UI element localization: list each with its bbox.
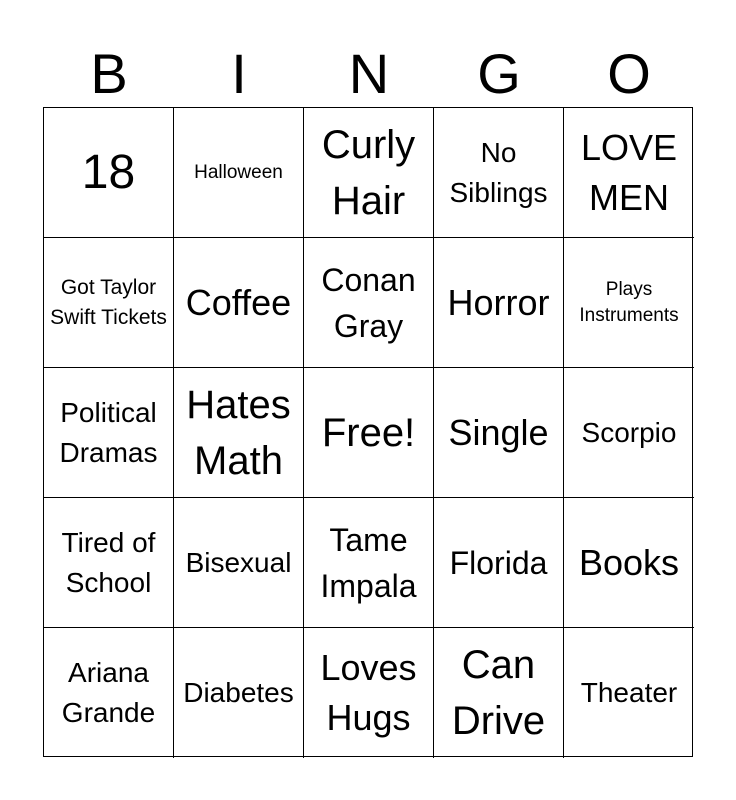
cell-label: Loves Hugs (320, 647, 417, 738)
bingo-cell[interactable] (564, 628, 694, 758)
bingo-cell[interactable] (44, 368, 174, 498)
cell-label: Theater (580, 677, 678, 708)
cell-label: Single (448, 411, 549, 453)
cell-label: Conan Gray (321, 261, 416, 344)
bingo-cell[interactable] (434, 108, 564, 238)
bingo-board (43, 107, 693, 757)
cell-label: Political Dramas (59, 396, 158, 468)
header-letter-i: I (231, 42, 247, 105)
bingo-cell[interactable] (434, 368, 564, 498)
header-letter-o: O (607, 42, 651, 105)
cell-label: Curly Hair (321, 122, 416, 223)
bingo-cell[interactable] (174, 498, 304, 628)
header-letter-b: B (90, 42, 128, 105)
bingo-cell[interactable] (174, 108, 304, 238)
bingo-cell[interactable] (564, 498, 694, 628)
cell-label: Free! (321, 410, 416, 455)
cell-label: 18 (81, 145, 136, 199)
bingo-cell[interactable] (564, 368, 694, 498)
cell-label: Halloween (194, 161, 283, 183)
bingo-cell[interactable] (304, 628, 434, 758)
cell-label: Tame Impala (320, 521, 417, 604)
cell-label: Hates Math (186, 382, 291, 483)
bingo-cell[interactable] (174, 238, 304, 368)
bingo-cell[interactable] (44, 498, 174, 628)
cell-label: Horror (447, 281, 550, 323)
bingo-cell[interactable] (304, 238, 434, 368)
cell-label: Scorpio (581, 416, 677, 448)
cell-label: Diabetes (183, 677, 294, 708)
bingo-header (44, 42, 694, 106)
cell-label: Ariana Grande (61, 657, 156, 728)
bingo-cell[interactable] (564, 238, 694, 368)
bingo-cell[interactable] (304, 108, 434, 238)
header-letter-n: N (348, 42, 390, 105)
cell-label: Got Taylor Swift Tickets (50, 275, 167, 329)
bingo-cell[interactable] (304, 498, 434, 628)
bingo-cell[interactable] (434, 238, 564, 368)
bingo-cell[interactable] (174, 368, 304, 498)
cell-label: Florida (449, 544, 548, 581)
bingo-cell[interactable] (44, 238, 174, 368)
cell-label: Plays Instruments (579, 278, 679, 326)
cell-label: Tired of School (61, 526, 156, 598)
cell-label: Books (578, 541, 680, 583)
cell-label: No Siblings (449, 136, 548, 208)
free-space-cell[interactable] (304, 368, 434, 498)
bingo-cell[interactable] (434, 628, 564, 758)
bingo-cell[interactable] (174, 628, 304, 758)
header-letter-g: G (477, 42, 521, 105)
cell-label: Bisexual (185, 546, 292, 578)
bingo-cell[interactable] (564, 108, 694, 238)
cell-label: Can Drive (451, 643, 546, 743)
bingo-cell[interactable] (44, 108, 174, 238)
cell-label: Coffee (185, 281, 292, 323)
bingo-cell[interactable] (44, 628, 174, 758)
cell-label: LOVE MEN (580, 126, 678, 218)
bingo-cell[interactable] (434, 498, 564, 628)
